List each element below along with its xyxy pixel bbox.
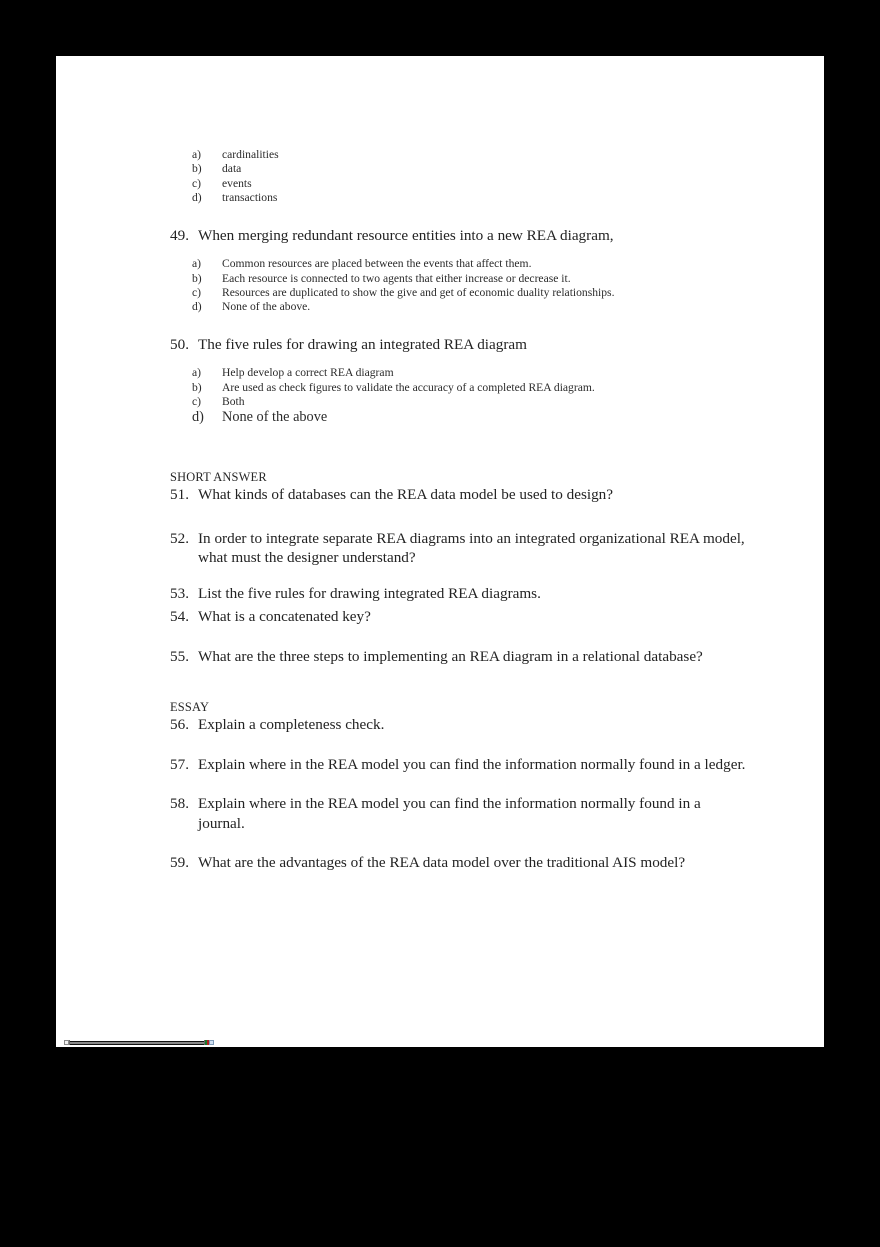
- option-text: Help develop a correct REA diagram: [222, 366, 394, 380]
- horizontal-scrollbar[interactable]: [64, 1039, 214, 1045]
- question-stem: Explain where in the REA model you can find the information normally found in a journal.: [198, 795, 701, 832]
- question-stem: The five rules for drawing an integrated REA diagram: [198, 335, 527, 353]
- question-52: [170, 529, 750, 568]
- option-item[interactable]: [170, 286, 750, 300]
- option-text: cardinalities: [222, 148, 279, 161]
- question-number: 52.: [170, 529, 189, 547]
- option-letter: a): [192, 148, 202, 161]
- question-stem: Explain a completeness check.: [198, 716, 385, 734]
- short-answer-heading: SHORT ANSWER: [170, 470, 267, 485]
- option-item[interactable]: [170, 395, 750, 409]
- option-letter: b): [192, 271, 202, 285]
- option-item[interactable]: [170, 366, 750, 380]
- question-number: 54.: [170, 608, 189, 626]
- option-text: Resources are duplicated to show the give and get of economic duality relationships.: [222, 285, 615, 299]
- option-item[interactable]: [170, 148, 750, 162]
- option-letter: a): [192, 366, 202, 380]
- question-stem: What kinds of databases can the REA data model be used to design?: [198, 486, 614, 504]
- question-number: 58.: [170, 795, 189, 813]
- option-item[interactable]: [170, 409, 750, 426]
- document-page: [56, 56, 824, 1047]
- option-letter: c): [192, 395, 202, 409]
- option-text: Both: [222, 395, 245, 409]
- option-item[interactable]: [170, 272, 750, 286]
- option-letter: d): [192, 409, 204, 426]
- question-50: [170, 335, 750, 355]
- option-letter: a): [192, 257, 202, 271]
- option-item[interactable]: [170, 191, 750, 205]
- option-text: Each resource is connected to two agents that either increase or decrease it.: [222, 271, 571, 285]
- scrollbar-track[interactable]: [69, 1040, 205, 1045]
- question-number: 50.: [170, 335, 189, 353]
- question-51: [170, 485, 750, 505]
- option-text: None of the above: [222, 409, 328, 426]
- question-57: [170, 755, 750, 775]
- scroll-right-button[interactable]: [209, 1040, 214, 1045]
- question-number: 51.: [170, 486, 189, 504]
- question-54: [170, 607, 750, 627]
- option-letter: d): [192, 191, 202, 205]
- option-item[interactable]: [170, 381, 750, 395]
- question-49-options: [170, 257, 750, 315]
- option-item[interactable]: [170, 162, 750, 176]
- option-letter: b): [192, 162, 202, 176]
- question-number: 57.: [170, 755, 189, 773]
- question-number: 56.: [170, 716, 189, 734]
- question-53: [170, 584, 750, 604]
- option-item[interactable]: [170, 257, 750, 271]
- question-stem: List the five rules for drawing integrated REA diagrams.: [198, 584, 541, 602]
- option-text: None of the above.: [222, 300, 311, 314]
- option-text: Are used as check figures to validate the accuracy of a completed REA diagram.: [222, 380, 595, 394]
- question-stem: In order to integrate separate REA diagrams into an integrated organizational REA model, what must the designer understand?: [198, 529, 745, 567]
- question-56: [170, 715, 750, 735]
- option-letter: b): [192, 380, 202, 394]
- question-number: 53.: [170, 584, 189, 602]
- question-stem: When merging redundant resource entities into a new REA diagram,: [198, 226, 614, 244]
- question-58: [170, 794, 750, 833]
- option-text: data: [222, 162, 242, 176]
- question-stem: What are the three steps to implementing an REA diagram in a relational database?: [198, 647, 703, 665]
- option-item[interactable]: [170, 300, 750, 314]
- option-text: transactions: [222, 191, 278, 205]
- question-number: 55.: [170, 647, 189, 665]
- question-stem: Explain where in the REA model you can find the information normally found in a ledger.: [198, 755, 746, 773]
- question-49: [170, 226, 750, 246]
- essay-heading: ESSAY: [170, 700, 210, 715]
- orphan-option-list: [170, 148, 750, 206]
- option-text: events: [222, 176, 252, 190]
- question-stem: What is a concatenated key?: [198, 608, 371, 626]
- option-letter: c): [192, 285, 202, 299]
- option-text: Common resources are placed between the events that affect them.: [222, 257, 532, 271]
- question-stem: What are the advantages of the REA data model over the traditional AIS model?: [198, 854, 686, 872]
- document-text-column: [170, 148, 750, 873]
- option-item[interactable]: [170, 177, 750, 191]
- question-50-options: [170, 366, 750, 426]
- question-number: 59.: [170, 854, 189, 872]
- question-number: 49.: [170, 226, 189, 244]
- question-59: [170, 853, 750, 873]
- option-letter: d): [192, 300, 202, 314]
- question-55: [170, 647, 750, 667]
- option-letter: c): [192, 176, 202, 190]
